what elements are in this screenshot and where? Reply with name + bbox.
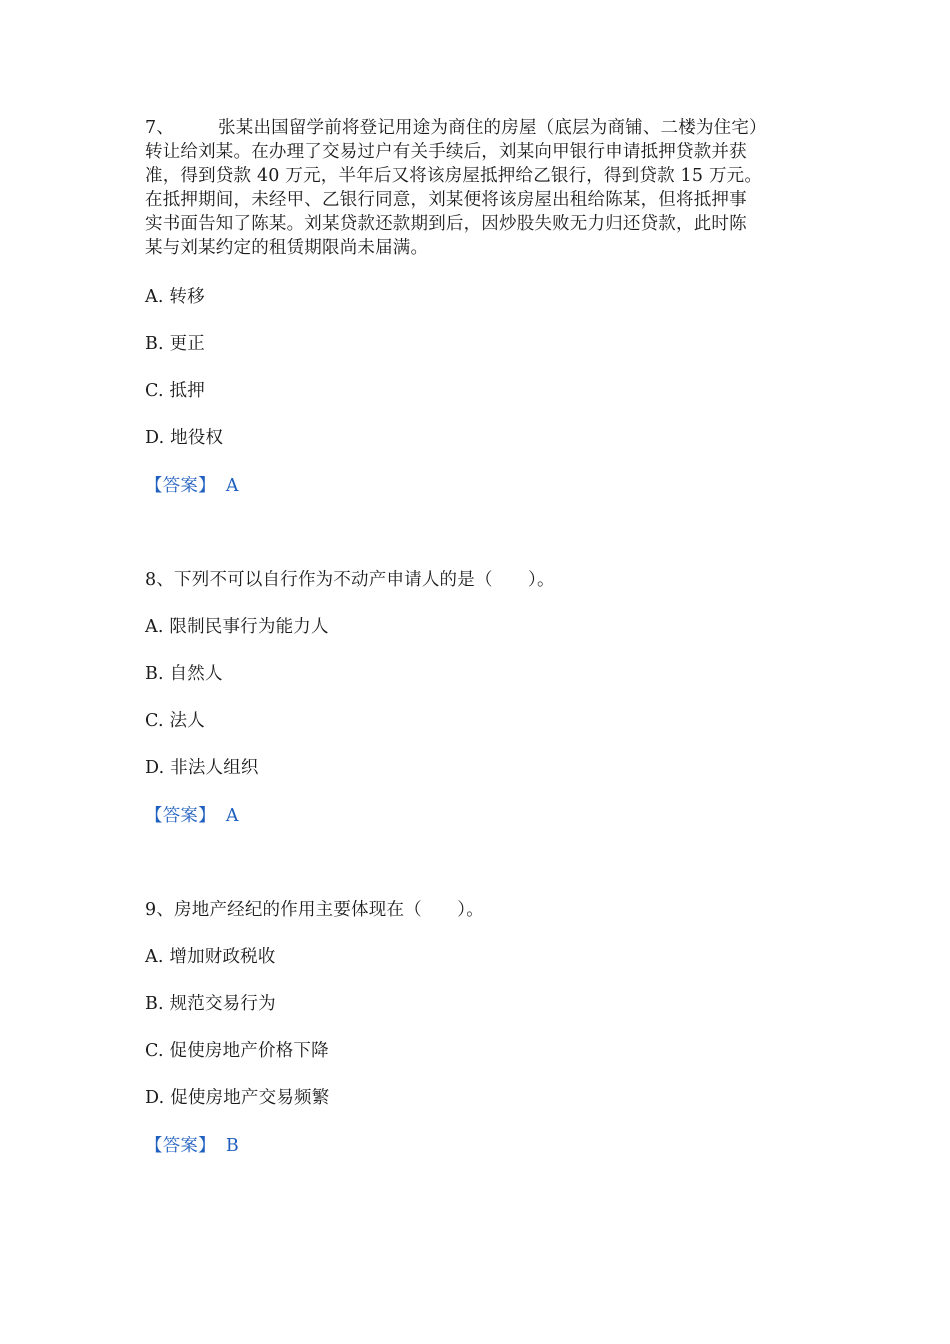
question-7-stem-line-4: 在抵押期间，未经甲、乙银行同意，刘某便将该房屋出租给陈某，但将抵押事	[145, 190, 747, 210]
question-8-answer-label: 【答案】	[145, 806, 216, 826]
question-9-number: 9、	[145, 900, 175, 920]
question-8-option-a: A. 限制民事行为能力人	[145, 617, 329, 637]
question-7-answer	[145, 474, 239, 498]
question-8-option-c: C. 法人	[145, 711, 205, 731]
question-8-stem	[145, 568, 555, 592]
question-7-stem-line-6: 某与刘某约定的租赁期限尚未届满。	[145, 238, 429, 258]
question-7-stem-line-3: 准，得到贷款 40 万元，半年后又将该房屋抵押给乙银行，得到贷款 15 万元。	[145, 166, 763, 186]
question-9-option-b: B. 规范交易行为	[145, 994, 276, 1014]
question-7-answer-label: 【答案】	[145, 476, 216, 496]
question-9-answer-value: B	[225, 1136, 239, 1156]
question-7-option-c: C. 抵押	[145, 381, 205, 401]
question-9-option-a: A. 增加财政税收	[145, 947, 276, 967]
question-7-option-d: D. 地役权	[145, 428, 224, 448]
question-9-answer-label: 【答案】	[145, 1136, 216, 1156]
question-8-stem-text: 下列不可以自行作为不动产申请人的是（ ）。	[174, 570, 555, 590]
question-9-stem-text: 房地产经纪的作用主要体现在（ ）。	[174, 900, 484, 920]
question-8-number: 8、	[145, 570, 175, 590]
question-7-stem-line-5: 实书面告知了陈某。刘某贷款还款期到后，因炒股失败无力归还贷款，此时陈	[145, 214, 747, 234]
question-8-option-d: D. 非法人组织	[145, 758, 259, 778]
question-9-stem	[145, 898, 484, 922]
question-7-answer-value: A	[225, 476, 239, 496]
question-7-stem-text: 张某出国留学前将登记用途为商住的房屋（底层为商铺、二楼为住宅）	[218, 118, 767, 138]
question-7-stem-line-2: 转让给刘某。在办理了交易过户有关手续后，刘某向甲银行申请抵押贷款并获	[145, 142, 747, 162]
question-8-option-b: B. 自然人	[145, 664, 223, 684]
question-9-option-c: C. 促使房地产价格下降	[145, 1041, 329, 1061]
question-7-number: 7、	[145, 118, 175, 138]
question-7-stem-line-1	[145, 116, 767, 140]
question-9-answer	[145, 1134, 239, 1158]
question-7-option-b: B. 更正	[145, 334, 205, 354]
question-7-option-a: A. 转移	[145, 287, 205, 307]
question-8-answer-value: A	[225, 806, 239, 826]
question-8-answer	[145, 804, 239, 828]
question-9-option-d: D. 促使房地产交易频繁	[145, 1088, 330, 1108]
